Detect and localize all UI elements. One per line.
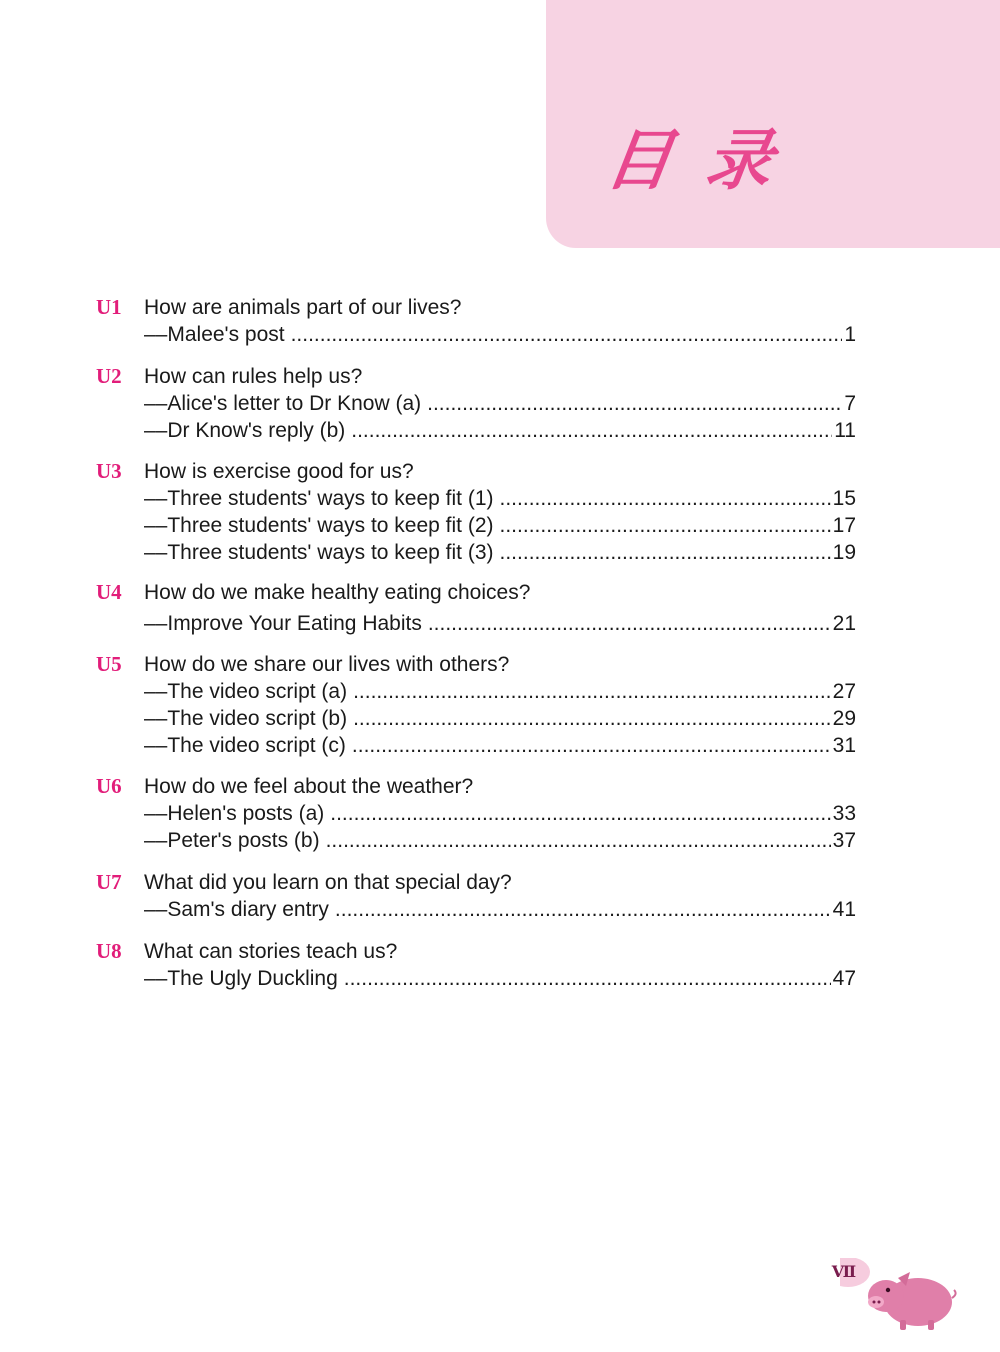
toc-unit-7 [96,869,856,923]
toc-entry[interactable] [96,732,856,759]
page-title: 目录 [600,122,812,199]
entry-page-number: 1 [844,323,856,346]
entry-title: ––The video script (a) [144,680,348,703]
unit-code: U7 [96,870,122,894]
dot-leader [344,965,831,992]
dot-leader [500,485,831,512]
unit-question: How can rules help us? [144,365,363,388]
unit-code: U3 [96,459,122,483]
entry-title: ––Improve Your Eating Habits [144,612,422,635]
entry-page-number: 7 [844,392,856,415]
entry-page-number: 27 [832,680,856,703]
unit-question: What did you learn on that special day? [144,871,512,894]
toc-unit-4 [96,579,856,637]
unit-heading[interactable] [96,773,856,800]
dot-leader [353,705,831,732]
unit-heading[interactable] [96,579,856,606]
unit-heading[interactable] [96,869,856,896]
toc-entry[interactable] [96,678,856,705]
dot-leader [351,417,832,444]
dot-leader [500,539,831,566]
toc-entry[interactable] [96,705,856,732]
toc-entry[interactable] [96,539,856,566]
dot-leader [291,321,843,348]
toc-entry[interactable] [96,512,856,539]
unit-question: How is exercise good for us? [144,460,414,483]
unit-code: U1 [96,295,122,319]
unit-heading[interactable] [96,363,856,390]
unit-question: How do we feel about the weather? [144,775,474,798]
toc-entry[interactable] [96,800,856,827]
unit-code: U2 [96,364,122,388]
unit-code: U8 [96,939,122,963]
dot-leader [500,512,831,539]
unit-code: U5 [96,652,122,676]
toc-unit-1 [96,294,856,348]
entry-title: ––The video script (c) [144,734,346,757]
toc-entry[interactable] [96,965,856,992]
unit-heading[interactable] [96,458,856,485]
entry-page-number: 33 [832,802,856,825]
page-number: Ⅶ [831,1264,857,1281]
toc-entry[interactable] [96,896,856,923]
entry-title: ––Three students' ways to keep fit (3) [144,541,494,564]
toc-unit-6 [96,773,856,854]
entry-page-number: 17 [832,514,856,537]
unit-question: How do we make healthy eating choices? [144,581,531,604]
dot-leader [326,827,831,854]
entry-title: ––Sam's diary entry [144,898,329,921]
entry-page-number: 15 [832,487,856,510]
toc-unit-3 [96,458,856,566]
entry-page-number: 19 [832,541,856,564]
toc-entry[interactable] [96,321,856,348]
entry-title: ––Peter's posts (b) [144,829,320,852]
entry-title: ––The video script (b) [144,707,348,730]
unit-heading[interactable] [96,651,856,678]
entry-title: ––Three students' ways to keep fit (1) [144,487,494,510]
unit-heading[interactable] [96,294,856,321]
toc-unit-8 [96,938,856,992]
dot-leader [353,678,831,705]
entry-page-number: 47 [832,967,856,990]
toc-entry[interactable] [96,610,856,637]
entry-page-number: 37 [832,829,856,852]
dot-leader [428,610,831,637]
toc-entry[interactable] [96,390,856,417]
unit-code: U6 [96,774,122,798]
entry-title: ––The Ugly Duckling [144,967,338,990]
entry-page-number: 41 [832,898,856,921]
entry-page-number: 11 [834,419,856,442]
entry-page-number: 31 [832,734,856,757]
entry-title: ––Alice's letter to Dr Know (a) [144,392,422,415]
entry-page-number: 21 [832,612,856,635]
unit-question: How do we share our lives with others? [144,653,510,676]
toc-entry[interactable] [96,827,856,854]
dot-leader [352,732,831,759]
entry-page-number: 29 [832,707,856,730]
unit-question: How are animals part of our lives? [144,296,462,319]
entry-title: ––Helen's posts (a) [144,802,325,825]
toc-unit-2 [96,363,856,444]
entry-title: ––Three students' ways to keep fit (2) [144,514,494,537]
toc-entry[interactable] [96,485,856,512]
dot-leader [335,896,831,923]
unit-code: U4 [96,580,122,604]
entry-title: ––Dr Know's reply (b) [144,419,346,442]
unit-heading[interactable] [96,938,856,965]
page-number-badge [826,1258,870,1292]
toc-entry[interactable] [96,417,856,444]
dot-leader [427,390,842,417]
dot-leader [330,800,830,827]
toc-unit-5 [96,651,856,759]
unit-question: What can stories teach us? [144,940,398,963]
entry-title: ––Malee's post [144,323,285,346]
